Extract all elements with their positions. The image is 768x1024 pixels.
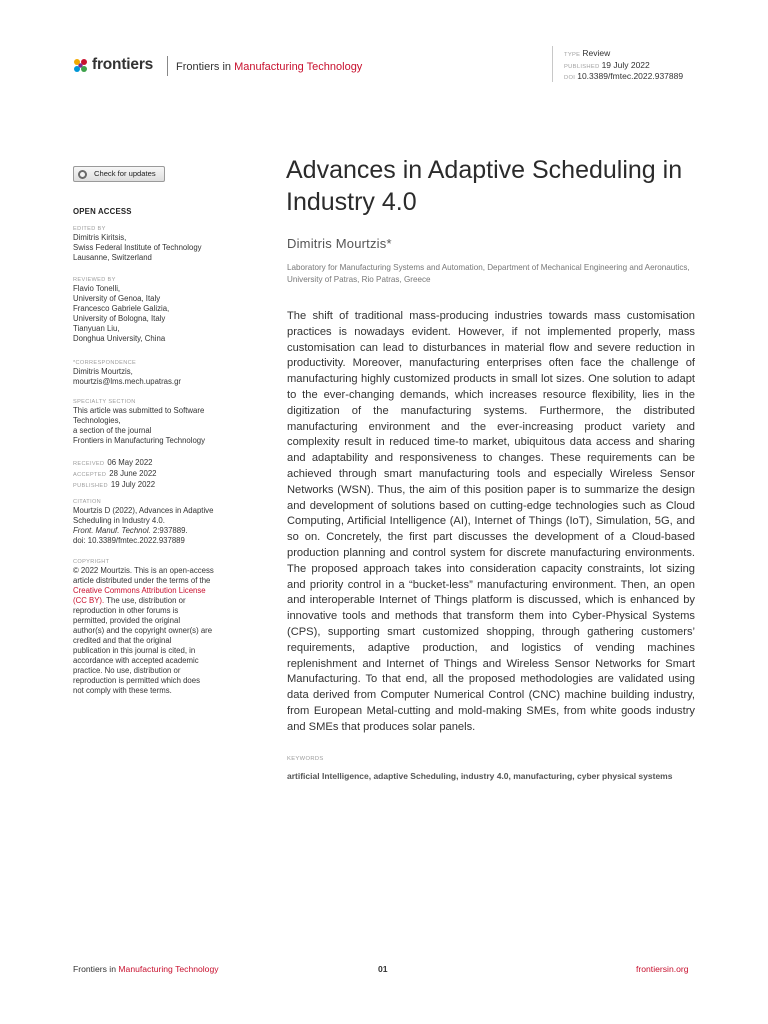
citation-section: CITATION Mourtzis D (2022), Advances in Adaptive Scheduling in Industry 4.0. Front. Manuf. Technol. 2:937889. doi: 10.3389/fmtec.2022.937889: [73, 499, 214, 545]
article-title: Advances in Adaptive Scheduling in Industry 4.0: [286, 156, 683, 216]
open-access-label: OPEN ACCESS: [73, 207, 132, 216]
check-for-updates-button[interactable]: [73, 166, 165, 182]
frontiers-logo-text[interactable]: frontiers: [92, 56, 154, 73]
edited-by-section: EDITED BY Dimitris Kiritsis, Swiss Federal Institute of Technology Lausanne, Switzerland: [73, 226, 202, 262]
correspondence-email[interactable]: mourtzis@lms.mech.upatras.gr: [73, 377, 182, 386]
page-number: 01: [378, 964, 388, 974]
journal-title: Manufacturing Technology: [234, 61, 363, 73]
frontiers-logo-icon: [73, 58, 89, 74]
header-divider: [167, 56, 168, 76]
abstract-text: The shift of traditional mass-producing industries towards mass customisation practices is nowadays evident. However, if not implemented properly, mass customisation can lead to disturbances in material flow and severe reduction in productivity. Moreover, manufacturing enterprises often face the challenge of manufacturing highly customized products in small lot sizes. One solution to adapt to the ever-changing demands, which increases resource flexibility, lies in the digitization of the manufacturing systems. Furthermore, the distributed manufacturing environment and the ever-increasing product variety and complexity result in reduced time-to market, ubiquitous data access and sharing and adaptability and responsiveness to changes. These requirements can be achieved through smart manufacturing tools and especially Wireless Sensor Networks (WSN). Thus, the aim of this position paper is to summarize the design and development of solutions based on cutting-edge technologies such as Cloud Computing, Artificial Intelligence (AI), Internet of Things (IoT), Simulation, 5G, and so on. Concretely, the first part discusses the development of a Cloud-based production planning and control system for discrete manufacturing environments. The proposed approach takes into consideration capacity constraints, lot sizing and priority control in a “bucket-less” manufacturing environment. Then, an open and interoperable Internet of Things platform is discussed, which is enhanced by innovative tools and methods that transform them into Cyber-Physical Systems (CPS), supporting smart customized shopping, through gathering customers’ requirements, adaptive production, and logistics of vending machines replenishment and Internet of Things and Wireless Sensor Networks for Smart Manufacturing. To that end, all the proposed methodologies are validated using data derived from Computer Numerical Control (CNC) machine building industry, from European Metal-cutting and mold-making SMEs, from white goods industry and SMEs that produces solar panels.: [287, 310, 695, 733]
refresh-icon: [78, 170, 87, 179]
author-affiliation: Laboratory for Manufacturing Systems and Automation, Department of Mechanical Engineering and Aeronautics, University of Patras, Rio Patras, Greece: [287, 263, 690, 284]
reviewed-by-section: REVIEWED BY Flavio Tonelli, University of Genoa, Italy Francesco Gabriele Galizia, University of Bologna, Italy Tianyuan Liu, Donghua University, China: [73, 277, 170, 343]
footer-journal[interactable]: Frontiers in Manufacturing Technology: [73, 964, 219, 974]
journal-name[interactable]: [176, 61, 362, 73]
dates-section: RECEIVED 06 May 2022 ACCEPTED 28 June 2022 PUBLISHED 19 July 2022: [73, 458, 157, 489]
published-date: PUBLISHED 19 July 2022: [564, 60, 650, 70]
footer-website-link[interactable]: frontiersin.org: [636, 964, 689, 974]
meta-divider: [552, 46, 553, 82]
cc-license-link[interactable]: Creative Commons Attribution License: [73, 586, 206, 595]
specialty-section: SPECIALTY SECTION This article was submitted to Software Technologies, a section of the journal Frontiers in Manufacturing Technology: [73, 399, 206, 445]
copyright-section: COPYRIGHT © 2022 Mourtzis. This is an open-access article distributed under the terms of the Creative Commons Attribution License (CC BY). The use, distribution or reproduction in other forums is permitted, provided the original author(s) and the copyright owner(s) are credited and that the original publication in this journal is cited, in accordance with accepted academic practice. No use, distribution or reproduction is permitted which does not comply with these terms.: [73, 558, 243, 696]
author-name[interactable]: Dimitris Mourtzis*: [287, 236, 392, 251]
keywords-label: KEYWORDS: [287, 756, 324, 762]
check-for-updates-label: Check for updates: [94, 169, 156, 178]
keywords-list: artificial Intelligence, adaptive Scheduling, industry 4.0, manufacturing, cyber physical systems: [287, 771, 673, 781]
article-type: TYPE Review: [564, 48, 611, 58]
correspondence-section: *CORRESPONDENCE Dimitris Mourtzis, mourtzis@lms.mech.upatras.gr: [73, 359, 243, 387]
journal-prefix: Frontiers in: [176, 61, 232, 73]
doi[interactable]: DOI 10.3389/fmtec.2022.937889: [564, 71, 684, 81]
cc-by-link[interactable]: (CC BY).: [73, 596, 105, 605]
